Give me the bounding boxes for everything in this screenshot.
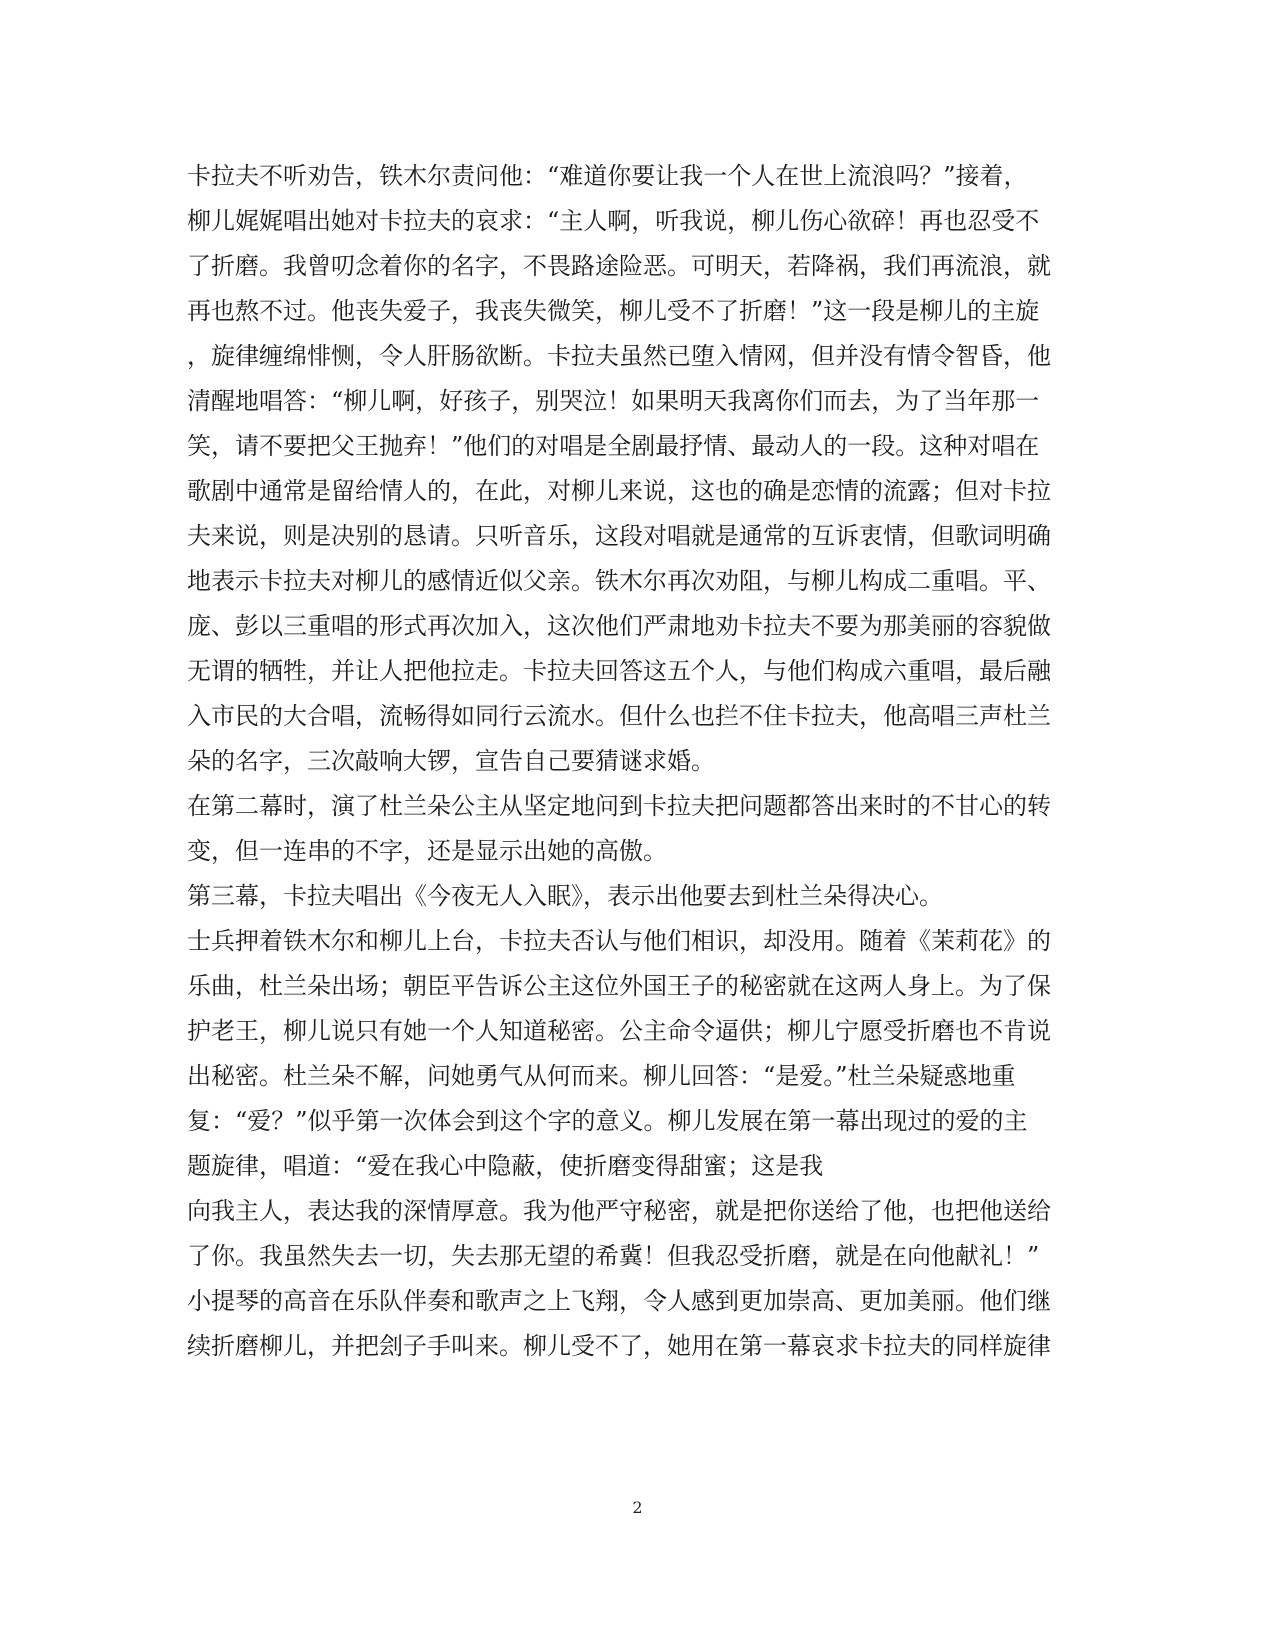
text-line: 第三幕，卡拉夫唱出《今夜无人入眠》，表示出他要去到杜兰朵得决心。 (187, 882, 943, 910)
text-line: 变，但一连串的不字，还是显示出她的高傲。 (187, 837, 667, 865)
text-line: 朵的名字，三次敲响大锣，宣告自己要猜谜求婚。 (187, 747, 715, 775)
text-line: 歌剧中通常是留给情人的，在此，对柳儿来说，这也的确是恋情的流露；但对卡拉 (187, 477, 1051, 505)
text-line: 卡拉夫不听劝告，铁木尔责问他：“难道你要让我一个人在世上流浪吗？”接着， (187, 162, 1028, 190)
body-text (187, 154, 1087, 1369)
text-line: 题旋律，唱道：“爱在我心中隐蔽，使折磨变得甜蜜；这是我 (187, 1152, 824, 1180)
text-line: 庞、彭以三重唱的形式再次加入，这次他们严肃地劝卡拉夫不要为那美丽的容貌做 (187, 612, 1051, 640)
text-line: 笑，请不要把父王抛弃！”他们的对唱是全剧最抒情、最动人的一段。这种对唱在 (187, 432, 1040, 460)
text-line: 入市民的大合唱，流畅得如同行云流水。但什么也拦不住卡拉夫，他高唱三声杜兰 (187, 702, 1051, 730)
text-line: 护老王，柳儿说只有她一个人知道秘密。公主命令逼供；柳儿宁愿受折磨也不肯说 (187, 1017, 1051, 1045)
text-line: 小提琴的高音在乐队伴奏和歌声之上飞翔，令人感到更加崇高、更加美丽。他们继 (187, 1287, 1051, 1315)
text-line: 续折磨柳儿，并把刽子手叫来。柳儿受不了，她用在第一幕哀求卡拉夫的同样旋律 (187, 1332, 1051, 1360)
text-line: 柳儿娓娓唱出她对卡拉夫的哀求：“主人啊，听我说，柳儿伤心欲碎！再也忍受不 (187, 207, 1040, 235)
text-line: 复：“爱？”似乎第一次体会到这个字的意义。柳儿发展在第一幕出现过的爱的主 (187, 1107, 1028, 1135)
text-line: 乐曲，杜兰朵出场；朝臣平告诉公主这位外国王子的秘密就在这两人身上。为了保 (187, 972, 1051, 1000)
text-line: 在第二幕时，演了杜兰朵公主从坚定地问到卡拉夫把问题都答出来时的不甘心的转 (187, 792, 1051, 820)
text-line: 清醒地唱答：“柳儿啊，好孩子，别哭泣！如果明天我离你们而去，为了当年那一 (187, 387, 1040, 415)
text-line: 向我主人，表达我的深情厚意。我为他严守秘密，就是把你送给了他，也把他送给 (187, 1197, 1051, 1225)
text-line: ，旋律缠绵悱恻，令人肝肠欲断。卡拉夫虽然已堕入情网，但并没有情令智昏，他 (187, 342, 1051, 370)
page-number: 2 (632, 1498, 643, 1517)
text-line: 地表示卡拉夫对柳儿的感情近似父亲。铁木尔再次劝阻，与柳儿构成二重唱。平、 (187, 567, 1051, 595)
text-line: 夫来说，则是决别的恳请。只听音乐，这段对唱就是通常的互诉衷情，但歌词明确 (187, 522, 1051, 550)
text-line: 无谓的牺牲，并让人把他拉走。卡拉夫回答这五个人，与他们构成六重唱，最后融 (187, 657, 1051, 685)
text-line: 了你。我虽然失去一切，失去那无望的希冀！但我忍受折磨，就是在向他献礼！” (187, 1242, 1040, 1270)
text-line: 士兵押着铁木尔和柳儿上台，卡拉夫否认与他们相识，却没用。随着《茉莉花》的 (187, 927, 1051, 955)
text-line: 了折磨。我曾叨念着你的名字，不畏路途险恶。可明天，若降祸，我们再流浪，就 (187, 252, 1051, 280)
text-line: 出秘密。杜兰朵不解，问她勇气从何而来。柳儿回答：“是爱。”杜兰朵疑惑地重 (187, 1062, 1016, 1090)
text-line: 再也熬不过。他丧失爱子，我丧失微笑，柳儿受不了折磨！”这一段是柳儿的主旋 (187, 297, 1040, 325)
